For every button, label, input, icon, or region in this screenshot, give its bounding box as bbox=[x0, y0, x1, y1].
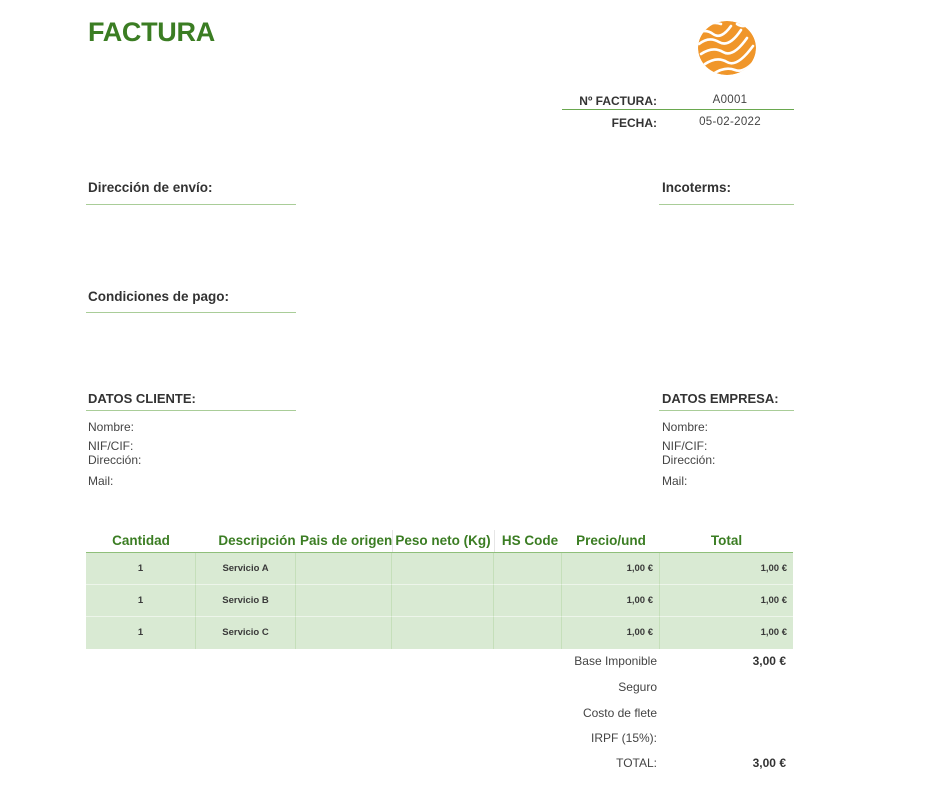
cell-quantity: 1 bbox=[86, 585, 196, 617]
cell-unit-price: 1,00 € bbox=[562, 617, 660, 649]
invoice-number-label: Nº FACTURA: bbox=[579, 94, 657, 108]
company-address-label: Dirección: bbox=[662, 453, 716, 467]
grand-total-value: 3,00 € bbox=[752, 756, 786, 770]
column-header-unit-price: Precio/und bbox=[576, 533, 646, 548]
invoice-number-divider bbox=[562, 109, 794, 110]
cell-quantity: 1 bbox=[86, 553, 196, 585]
company-nif-label: NIF/CIF: bbox=[662, 439, 708, 453]
grand-total-label: TOTAL: bbox=[616, 756, 657, 770]
company-name-label: Nombre: bbox=[662, 420, 709, 434]
cell-hs-code bbox=[494, 585, 562, 617]
payment-terms-rule bbox=[86, 312, 296, 313]
cell-hs-code bbox=[494, 553, 562, 585]
company-logo-icon bbox=[697, 20, 757, 76]
cell-quantity: 1 bbox=[86, 617, 196, 649]
column-header-description: Descripción bbox=[218, 533, 296, 548]
shipping-address-rule bbox=[86, 204, 296, 205]
column-header-hs-code: HS Code bbox=[501, 533, 559, 548]
company-data-heading: DATOS EMPRESA: bbox=[662, 391, 779, 406]
incoterms-rule bbox=[659, 204, 794, 205]
date-value: 05-02-2022 bbox=[699, 116, 761, 128]
cell-unit-price: 1,00 € bbox=[562, 553, 660, 585]
client-nif-label: NIF/CIF: bbox=[88, 439, 134, 453]
cell-net-weight bbox=[392, 553, 494, 585]
cell-hs-code bbox=[494, 617, 562, 649]
shipping-address-heading: Dirección de envío: bbox=[88, 180, 213, 195]
column-header-quantity: Cantidad bbox=[112, 533, 170, 548]
cell-total: 1,00 € bbox=[660, 585, 793, 617]
cell-origin bbox=[296, 585, 392, 617]
cell-net-weight bbox=[392, 585, 494, 617]
company-data-rule bbox=[659, 410, 794, 411]
client-name-label: Nombre: bbox=[88, 420, 135, 434]
client-data-rule bbox=[86, 410, 296, 411]
cell-total: 1,00 € bbox=[660, 553, 793, 585]
client-address-label: Dirección: bbox=[88, 453, 142, 467]
table-body bbox=[86, 553, 793, 649]
cell-origin bbox=[296, 617, 392, 649]
client-mail-label: Mail: bbox=[88, 474, 114, 488]
cell-net-weight bbox=[392, 617, 494, 649]
column-header-total: Total bbox=[710, 533, 743, 548]
column-header-origin: Pais de origen bbox=[300, 533, 393, 548]
client-data-heading: DATOS CLIENTE: bbox=[88, 391, 196, 406]
incoterms-heading: Incoterms: bbox=[662, 180, 732, 195]
company-mail-label: Mail: bbox=[662, 474, 688, 488]
cell-total: 1,00 € bbox=[760, 627, 787, 638]
date-label: FECHA: bbox=[611, 116, 657, 130]
cell-description: Servicio C bbox=[196, 617, 296, 649]
cell-description: Servicio A bbox=[196, 553, 296, 585]
cell-origin bbox=[296, 553, 392, 585]
base-amount-value: 3,00 € bbox=[752, 654, 786, 668]
invoice-number-value: A0001 bbox=[712, 94, 748, 106]
column-header-net-weight: Peso neto (Kg) bbox=[395, 533, 491, 548]
invoice-title: FACTURA bbox=[88, 17, 215, 47]
irpf-label: IRPF (15%): bbox=[590, 731, 657, 745]
cell-unit-price: 1,00 € bbox=[562, 585, 660, 617]
insurance-label: Seguro bbox=[618, 680, 657, 694]
base-amount-label: Base Imponible bbox=[574, 654, 657, 668]
freight-cost-label: Costo de flete bbox=[582, 706, 657, 720]
cell-description: Servicio B bbox=[196, 585, 296, 617]
payment-terms-heading: Condiciones de pago: bbox=[88, 289, 230, 304]
